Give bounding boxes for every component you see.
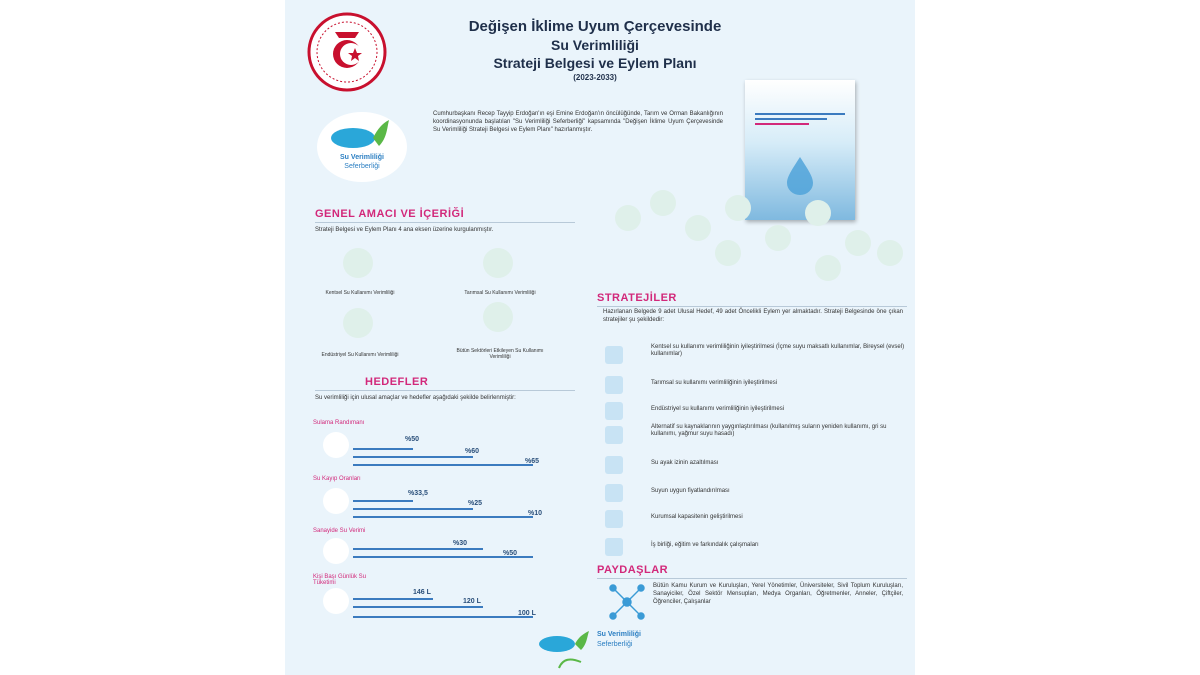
city-drop-icon xyxy=(605,346,623,364)
logo-line-1: Su Verimliliği xyxy=(340,154,384,161)
target-sanayi xyxy=(313,528,573,568)
target-label: Sulama Randımanı xyxy=(313,420,365,426)
target-value: 100 L xyxy=(518,610,536,617)
genel-text: Strateji Belgesi ve Eylem Planı 4 ana eksen üzerine kurgulanmıştır. xyxy=(315,227,494,233)
intro-paragraph: Cumhurbaşkanı Recep Tayyip Erdoğan'ın eşi Emine Erdoğan'ın öncülüğünde, Tarım ve Orman Bakanlığının koordinasyonunda başlatılan "Su Verimliliği Seferberliği" kapsamında "Değişen İklime Uyum Çerçevesinde Su Verimliliği Strateji Belgesi ve Eylem Planı" hazırlanmıştır. xyxy=(433,111,723,133)
faucet-icon xyxy=(323,588,349,614)
target-label: Kişi Başı Günlük Su Tüketimi xyxy=(313,574,367,586)
footer-logo-line-1: Su Verimliliği xyxy=(597,631,641,638)
stratejiler-text: Hazırlanan Belgede 9 adet Ulusal Hedef, 49 adet Öncelikli Eylem yer almaktadır. Strateji Belgesinde öne çıkan stratejiler şu şekildedir: xyxy=(603,309,903,323)
axis-label: Kentsel Su Kullanımı Verimliliği xyxy=(325,290,395,296)
leaf-icon xyxy=(650,190,676,216)
strategy-text: Kentsel su kullanımı verimliliğinin iyileştirilmesi (İçme suyu maksatlı kullanımlar, Bireysel (evsel) kullanımlar) xyxy=(651,344,905,357)
strategy-item xyxy=(605,344,905,366)
footer-logo xyxy=(535,628,675,658)
target-value: %10 xyxy=(528,510,543,517)
footer-logo-line-2: Seferberliği xyxy=(597,641,633,648)
title-line-2: Su Verimliliği xyxy=(551,37,639,53)
axis-label: Tarımsal Su Kullanımı Verimliliği xyxy=(464,290,536,296)
tree-icon xyxy=(815,255,841,281)
infographic-poster xyxy=(285,0,915,675)
target-label: Sanayide Su Verimi xyxy=(313,528,366,534)
strategy-text: Suyun uygun fiyatlandırılması xyxy=(651,488,730,494)
people-icon xyxy=(805,200,831,226)
plant-icon xyxy=(483,248,513,278)
hedefler-text: Su verimliliği için ulusal amaçlar ve hedefler aşağıdaki şekilde belirlenmiştir: xyxy=(315,395,516,401)
title-years: (2023-2033) xyxy=(573,73,617,82)
irrigation-icon xyxy=(605,376,623,394)
hedefler-heading: HEDEFLER xyxy=(365,376,429,388)
city-icon xyxy=(343,248,373,278)
target-value: %50 xyxy=(503,550,518,557)
axis-tarimsal xyxy=(435,248,565,303)
gear-drop-icon xyxy=(323,538,349,564)
target-value: %30 xyxy=(453,540,468,547)
strategy-text: Kurumsal kapasitenin geliştirilmesi xyxy=(651,514,743,520)
target-value: %33,5 xyxy=(408,490,428,497)
strategy-text: Tarımsal su kullanımı verimliliğinin iyileştirilmesi xyxy=(651,380,778,386)
gear-drop-icon xyxy=(343,308,373,338)
logo-line-2: Seferberliği xyxy=(344,163,380,170)
target-kisi-basi xyxy=(313,574,573,624)
axis-label: Bütün Sektörleri Etkileyen Su Kullanımı Verimliliği xyxy=(456,348,544,360)
strategy-item xyxy=(605,400,905,422)
strategy-item xyxy=(605,482,905,504)
axis-kentsel xyxy=(295,248,425,303)
stratejiler-heading: STRATEJİLER xyxy=(597,292,677,304)
poster-title xyxy=(405,18,785,84)
target-value: 146 L xyxy=(413,589,431,596)
strategy-item xyxy=(605,508,905,530)
strategy-text: Endüstriyel su kullanımı verimliliğinin iyileştirilmesi xyxy=(651,406,785,412)
axis-endustriyel xyxy=(295,308,425,368)
title-line-3: Strateji Belgesi ve Eylem Planı xyxy=(493,55,697,71)
gear-icon xyxy=(877,240,903,266)
cloud-icon xyxy=(715,240,741,266)
target-value: %60 xyxy=(465,448,480,455)
strategy-text: Alternatif su kaynaklarının yaygınlaştırılması (kullanılmış suların yeniden kullanımı, gri su kullanımı, yağmur suyu hasadı) xyxy=(651,424,887,437)
pipe-icon xyxy=(323,488,349,514)
drop-waves-icon xyxy=(483,302,513,332)
genel-heading: GENEL AMACI VE İÇERİĞİ xyxy=(315,208,465,220)
recycle-icon xyxy=(765,225,791,251)
water-tap-icon xyxy=(615,205,641,231)
strategy-item xyxy=(605,536,905,558)
target-value: 120 L xyxy=(463,598,481,605)
strategy-text: Su ayak izinin azaltılması xyxy=(651,460,719,466)
factory-icon xyxy=(725,195,751,221)
strategy-item xyxy=(605,454,905,476)
icon-cluster xyxy=(615,185,915,285)
footprint-icon xyxy=(605,456,623,474)
target-su-kayip xyxy=(313,476,573,526)
strategy-item xyxy=(605,374,905,396)
paydaslar-heading: PAYDAŞLAR xyxy=(597,564,669,576)
price-tag-icon xyxy=(605,484,623,502)
plant-icon xyxy=(685,215,711,241)
strategy-text: İş birliği, eğitim ve farkındalık çalışmaları xyxy=(651,542,759,548)
drop-icon xyxy=(845,230,871,256)
target-value: %25 xyxy=(468,500,483,507)
target-label: Su Kayıp Oranları xyxy=(313,476,361,482)
target-value: %50 xyxy=(405,436,420,443)
network-icon xyxy=(607,582,647,622)
title-line-1: Değişen İklime Uyum Çerçevesinde xyxy=(468,18,722,35)
plant-icon xyxy=(323,432,349,458)
axis-label: Endüstriyel Su Kullanımı Verimliliği xyxy=(321,352,399,358)
campaign-badge-icon xyxy=(557,656,583,672)
ministry-seal xyxy=(307,12,387,92)
strategy-item xyxy=(605,424,905,446)
target-sulama xyxy=(313,420,573,470)
su-verimliligi-logo xyxy=(317,112,407,182)
org-chart-icon xyxy=(605,510,623,528)
paydaslar-text: Bütün Kamu Kurum ve Kuruluşları, Yerel Yönetimler, Üniversiteler, Sivil Toplum Kuruluşları, Sanayiciler, Özel Sektör Mensupları, Medya Organları, Öğretmenler, Anneler, Çiftçiler, Öğrenciler, Çalışanlar xyxy=(653,583,903,605)
handshake-icon xyxy=(605,538,623,556)
target-value: %65 xyxy=(525,458,540,465)
rain-icon xyxy=(605,426,623,444)
axis-butun xyxy=(435,302,565,372)
gear-drop-icon xyxy=(605,402,623,420)
